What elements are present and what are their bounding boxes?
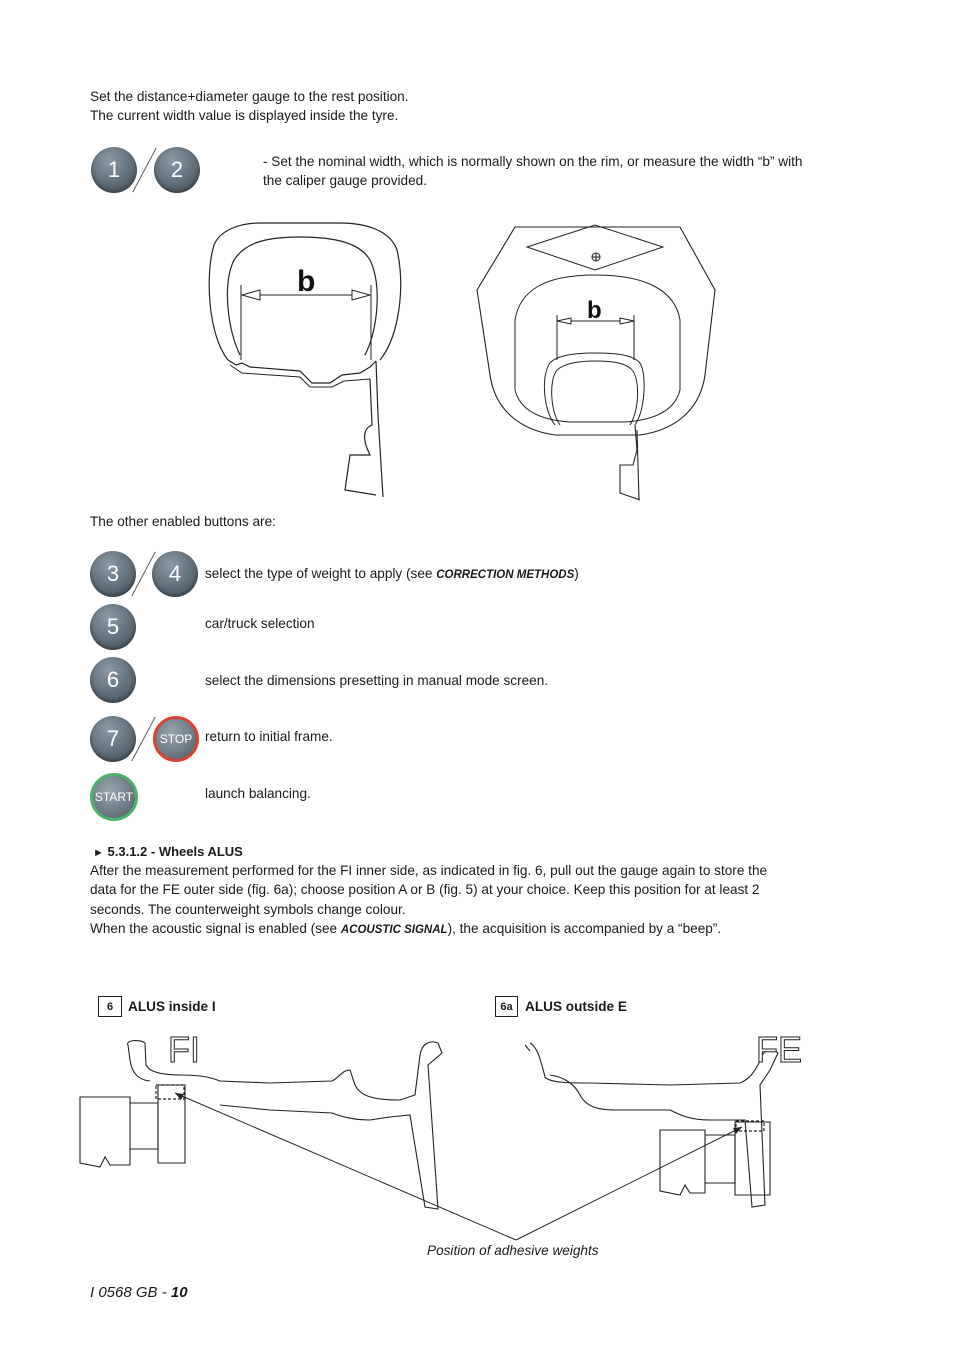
width-instruction-line-2: the caliper gauge provided. xyxy=(263,173,427,188)
acoustic-pre-text: When the acoustic signal is enabled (see xyxy=(90,921,341,936)
button-1-icon: 1 xyxy=(91,147,137,193)
weight-type-close: ) xyxy=(574,566,579,581)
button-2-icon: 2 xyxy=(154,147,200,193)
launch-description: launch balancing. xyxy=(205,786,311,801)
section-paragraph-line-1: After the measurement performed for the FI inner side, as indicated in fig. 6, pull out the gauge again to store the xyxy=(90,863,768,878)
section-paragraph-line-2: data for the FE outer side (fig. 6a); choose position A or B (fig. 5) at your choice. Keep this position for at least 2 xyxy=(90,882,760,897)
section-marker-icon: ► xyxy=(93,847,104,859)
fe-label: FE xyxy=(756,1029,803,1070)
document-code: I 0568 GB xyxy=(90,1284,158,1301)
weight-type-text: select the type of weight to apply (see xyxy=(205,566,437,581)
figure-6-number: 6 xyxy=(98,996,122,1017)
other-buttons-heading: The other enabled buttons are: xyxy=(90,514,276,529)
footer-separator: - xyxy=(157,1284,171,1301)
acoustic-post-text: ), the acquisition is accompanied by a “beep”. xyxy=(447,921,722,936)
figure-6a-title: ALUS outside E xyxy=(525,999,627,1014)
figure-6a-number: 6a xyxy=(495,996,518,1017)
tyre-width-diagram xyxy=(200,215,400,505)
figure-6-title: ALUS inside I xyxy=(128,999,216,1014)
section-heading xyxy=(93,842,243,863)
intro-line-2: The current width value is displayed inside the tyre. xyxy=(90,108,399,123)
start-button-icon: START xyxy=(90,773,138,821)
fi-label: FI xyxy=(168,1029,200,1070)
stop-button-icon: STOP xyxy=(153,716,199,762)
return-description: return to initial frame. xyxy=(205,729,333,744)
correction-methods-reference: CORRECTION METHODS xyxy=(436,569,575,581)
dimensions-description: select the dimensions presetting in manual mode screen. xyxy=(205,673,549,688)
weight-type-description xyxy=(205,564,579,585)
alus-wheels-figure xyxy=(70,1025,850,1255)
page-number: 10 xyxy=(170,1284,188,1301)
page-footer xyxy=(90,1283,188,1302)
acoustic-signal-paragraph xyxy=(90,919,721,940)
car-truck-description: car/truck selection xyxy=(205,616,315,631)
button-6-icon: 6 xyxy=(90,657,136,703)
intro-line-1: Set the distance+diameter gauge to the rest position. xyxy=(90,89,409,104)
button-5-icon: 5 xyxy=(90,604,136,650)
acoustic-signal-reference: ACOUSTIC SIGNAL xyxy=(340,924,448,936)
figure-caption: Position of adhesive weights xyxy=(427,1243,599,1258)
caliper-b-label: b xyxy=(587,297,602,324)
section-paragraph-line-3: seconds. The counterweight symbols change colour. xyxy=(90,902,406,917)
width-b-label: b xyxy=(297,265,316,298)
section-title: 5.3.1.2 - Wheels ALUS xyxy=(107,844,243,859)
caliper-gauge-diagram xyxy=(475,225,720,505)
button-7-icon: 7 xyxy=(90,716,136,762)
width-instruction-line-1: - Set the nominal width, which is normally shown on the rim, or measure the width “b” with xyxy=(263,154,803,169)
button-3-icon: 3 xyxy=(90,551,136,597)
button-4-icon: 4 xyxy=(152,551,198,597)
